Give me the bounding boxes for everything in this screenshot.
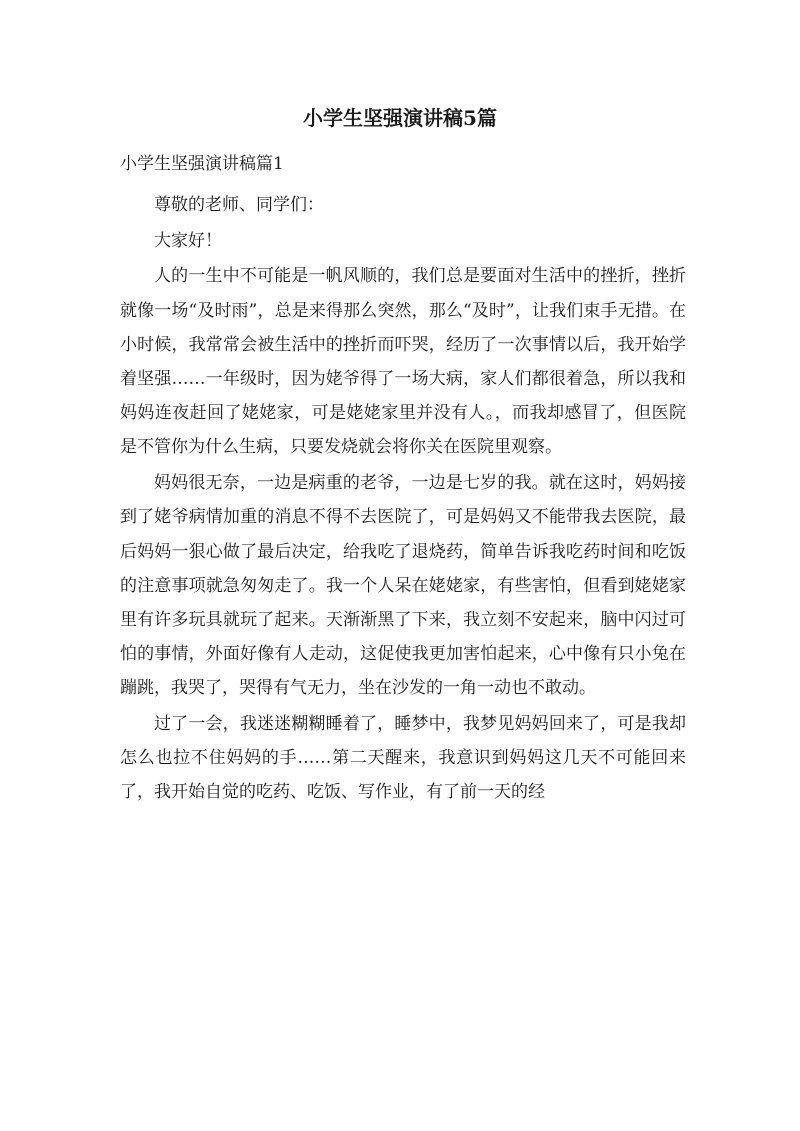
body-paragraph: 过了一会，我迷迷糊糊睡着了，睡梦中，我梦见妈妈回来了，可是我却怎么也拉不住妈妈的手……第二天醒来，我意识到妈妈这几天不可能回来了，我开始自觉的吃药、吃饭、写作业，有了前一天的经 [120, 714, 686, 803]
body-paragraph: 妈妈很无奈，一边是病重的老爷，一边是七岁的我。就在这时，妈妈接到了姥爷病情加重的消息不得不去医院了，可是妈妈又不能带我去医院，最后妈妈一狠心做了最后决定，给我吃了退烧药，简单告诉我吃药时间和吃饭的注意事项就急匆匆走了。我一个人呆在姥姥家，有些害怕，但看到姥姥家里有许多玩具就玩了起来。天渐渐黑了下来，我立刻不安起来，脑中闪过可怕的事情，外面好像有人走动，这促使我更加害怕起来，心中像有只小兔在蹦跳，我哭了，哭得有气无力，坐在沙发的一角一动也不敢动。 [120, 473, 686, 699]
document-title: 小学生坚强演讲稿5篇 [303, 106, 497, 130]
greeting-paragraph: 大家好！ [154, 230, 222, 251]
body-paragraph: 人的一生中不可能是一帆风顺的，我们总是要面对生活中的挫折，挫折就像一场“及时雨”，总是来得那么突然，那么“及时”，让我们束手无措。在小时候，我常常会被生活中的挫折而吓哭，经历了一次事情以后，我开始学着坚强……一年级时，因为姥爷得了一场大病，家人们都很着急，所以我和妈妈连夜赶回了姥姥家，可是姥姥家里并没有人。，而我却感冒了，但医院是不管你为什么生病，只要发烧就会将你关在医院里观察。 [120, 266, 686, 458]
document-body [120, 188, 686, 811]
salutation-paragraph: 尊敬的老师、同学们： [154, 195, 324, 215]
section-heading: 小学生坚强演讲稿篇1 [120, 154, 284, 174]
